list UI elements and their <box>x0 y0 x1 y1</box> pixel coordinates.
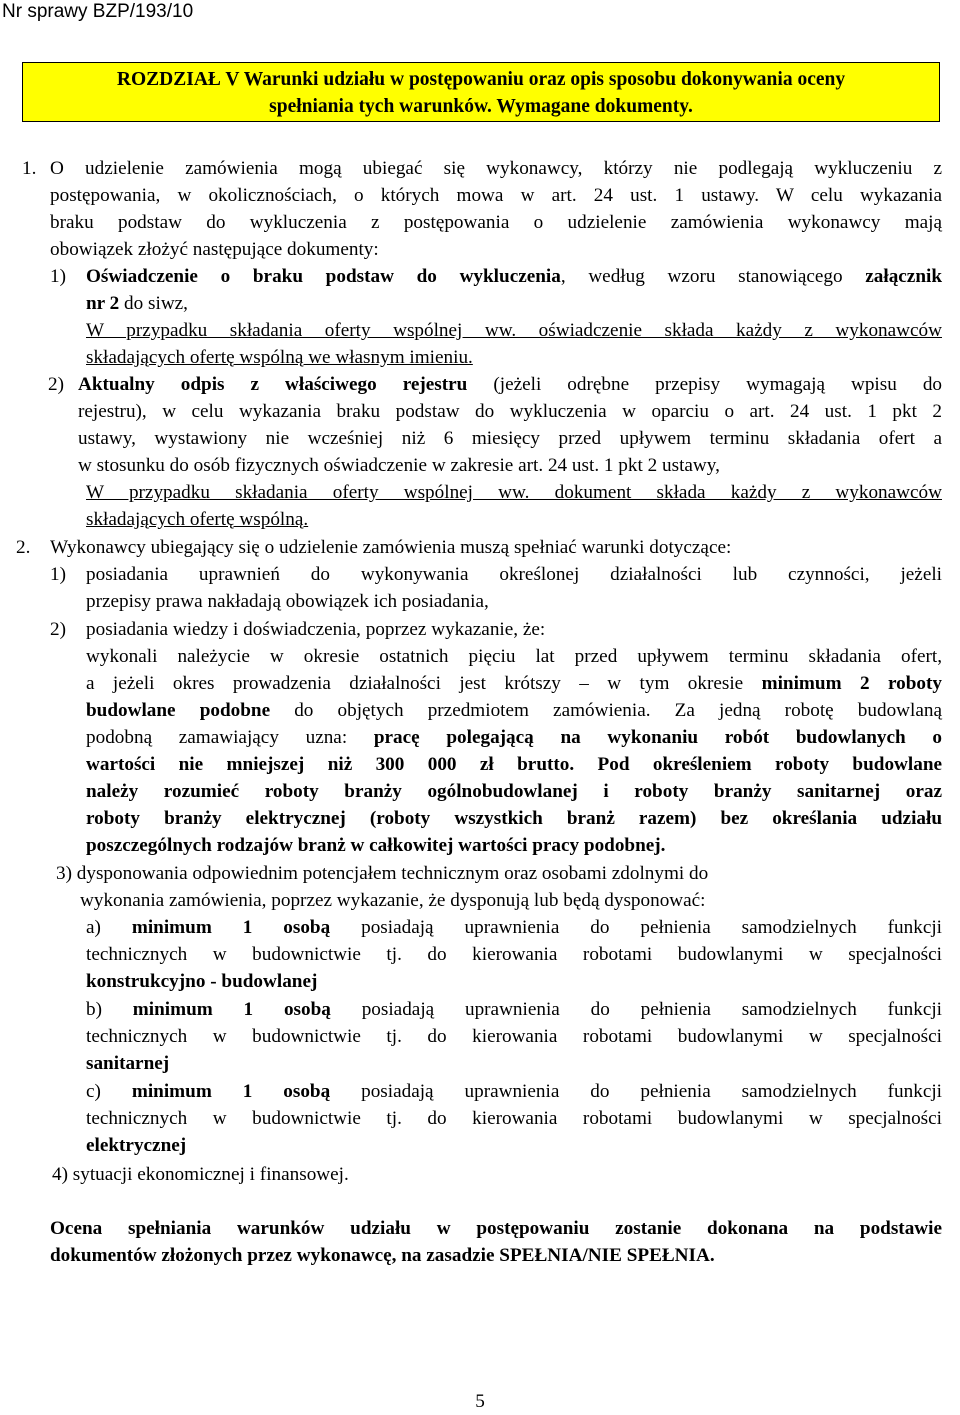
s1-item2-line4: w stosunku do osób fizycznych oświadczenie w zakresie art. 24 ust. 1 pkt 2 ustawy, <box>78 455 720 476</box>
s2-cond2-number: 2) <box>50 619 66 640</box>
section-2-number: 2. <box>16 537 31 558</box>
s1-item1-note-line1: W przypadku składania oferty wspólnej ww. oświadczenie składa każdy z wykonawców <box>86 320 942 341</box>
s2-cond3-b-spec: sanitarnej <box>86 1053 170 1074</box>
s2-cond1-line2: przepisy prawa nakładają obowiązek ich posiadania, <box>86 591 489 612</box>
s2-cond3-line2: wykonania zamówienia, poprzez wykazanie, że dysponują lub będą dysponować: <box>80 890 706 911</box>
s1-line3: braku podstaw do wykluczenia z postępowania o udzielenie zamówienia wykonawcy mają <box>50 212 942 233</box>
s1-item2-note-line2: składających ofertę wspólną. <box>86 509 309 530</box>
s2-line1: Wykonawcy ubiegający się o udzielenie zamówienia muszą spełniać warunki dotyczące: <box>50 537 732 558</box>
s1-item1-note-line2: składających ofertę wspólną we własnym imieniu. <box>86 347 473 368</box>
s1-item1-line2: nr 2 do siwz, <box>86 293 188 314</box>
case-number: Nr sprawy BZP/193/10 <box>2 1 194 22</box>
s2-cond3-b-line1: b) minimum 1 osobą posiadają uprawnienia do pełnienia samodzielnych funkcji <box>86 999 942 1020</box>
s1-item2-line3: ustawy, wystawiony nie wcześniej niż 6 miesięcy przed upływem terminu składania ofert a <box>78 428 942 449</box>
s2-cond2-line9: poszczególnych rodzajów branż w całkowitej wartości pracy podobnej. <box>86 835 666 856</box>
s1-item2-note-line1: W przypadku składania oferty wspólnej ww. dokument składa każdy z wykonawców <box>86 482 942 503</box>
s2-cond2-line3: a jeżeli okres prowadzenia działalności jest krótszy – w tym okresie minimum 2 roboty <box>86 673 942 694</box>
s2-cond2-line6: wartości nie mniejszej niż 300 000 zł brutto. Pod określeniem roboty budowlane <box>86 754 942 775</box>
s2-cond2-line7: należy rozumieć roboty branży ogólnobudowlanej i roboty branży sanitarnej oraz <box>86 781 942 802</box>
s1-item1-line1: Oświadczenie o braku podstaw do wykluczenia, według wzoru stanowiącego załącznik <box>86 266 942 287</box>
s2-cond3-line1: 3) dysponowania odpowiednim potencjałem technicznym oraz osobami zdolnymi do <box>56 863 709 884</box>
s2-cond1-number: 1) <box>50 564 66 585</box>
s2-cond3-c-line1: c) minimum 1 osobą posiadają uprawnienia do pełnienia samodzielnych funkcji <box>86 1081 943 1102</box>
chapter-heading <box>22 62 940 122</box>
s1-line4: obowiązek złożyć następujące dokumenty: <box>50 239 379 260</box>
section-1-number: 1. <box>22 158 37 179</box>
s1-item2-number: 2) <box>48 374 64 395</box>
s2-cond2-line2: wykonali należycie w okresie ostatnich pięciu lat przed upływem terminu składania ofert, <box>86 646 942 667</box>
s1-line2: postępowania, w okolicznościach, o których mowa w art. 24 ust. 1 ustawy. W celu wykazania <box>50 185 942 206</box>
s2-cond3-a-line2: technicznych w budownictwie tj. do kierowania robotami budowlanymi w specjalności <box>86 944 942 965</box>
s2-cond1-line1: posiadania uprawnień do wykonywania określonej działalności lub czynności, jeżeli <box>86 564 942 585</box>
s2-cond3-c-spec: elektrycznej <box>86 1135 187 1156</box>
s2-cond3-b-line2: technicznych w budownictwie tj. do kierowania robotami budowlanymi w specjalności <box>86 1026 942 1047</box>
s1-item2-line1: Aktualny odpis z właściwego rejestru (jeżeli odrębne przepisy wymagają wpisu do <box>78 374 943 395</box>
s2-cond3-a-spec: konstrukcyjno - budowlanej <box>86 971 318 992</box>
chapter-heading-line2: spełniania tych warunków. Wymagane dokumenty. <box>269 96 693 117</box>
page-number: 5 <box>475 1391 485 1412</box>
s2-cond3-c-line2: technicznych w budownictwie tj. do kierowania robotami budowlanymi w specjalności <box>86 1108 942 1129</box>
closing-line2: dokumentów złożonych przez wykonawcę, na zasadzie SPEŁNIA/NIE SPEŁNIA. <box>50 1245 715 1266</box>
s2-cond2-line4: budowlane podobne do objętych przedmiotem zamówienia. Za jedną robotę budowlaną <box>86 700 942 721</box>
s1-line1: O udzielenie zamówienia mogą ubiegać się wykonawcy, którzy nie podlegają wykluczeniu z <box>50 158 942 179</box>
s1-item1-number: 1) <box>50 266 66 287</box>
s2-cond2-line8: roboty branży elektrycznej (roboty wszystkich branż razem) bez określania udziału <box>86 808 942 829</box>
s2-cond4: 4) sytuacji ekonomicznej i finansowej. <box>52 1164 349 1185</box>
s2-cond2-line1: posiadania wiedzy i doświadczenia, poprzez wykazanie, że: <box>86 619 546 640</box>
s2-cond2-line5: podobną zamawiający uzna: pracę polegającą na wykonaniu robót budowlanych o <box>86 727 943 748</box>
closing-line1: Ocena spełniania warunków udziału w postępowaniu zostanie dokonana na podstawie <box>50 1218 942 1239</box>
s1-item2-line2: rejestru), w celu wykazania braku podstaw do wykluczenia w oparciu o art. 24 ust. 1 pkt 2 <box>78 401 942 422</box>
chapter-heading-line1: ROZDZIAŁ V Warunki udziału w postępowaniu oraz opis sposobu dokonywania oceny <box>116 69 846 90</box>
s2-cond3-a-line1: a) minimum 1 osobą posiadają uprawnienia do pełnienia samodzielnych funkcji <box>86 917 943 938</box>
